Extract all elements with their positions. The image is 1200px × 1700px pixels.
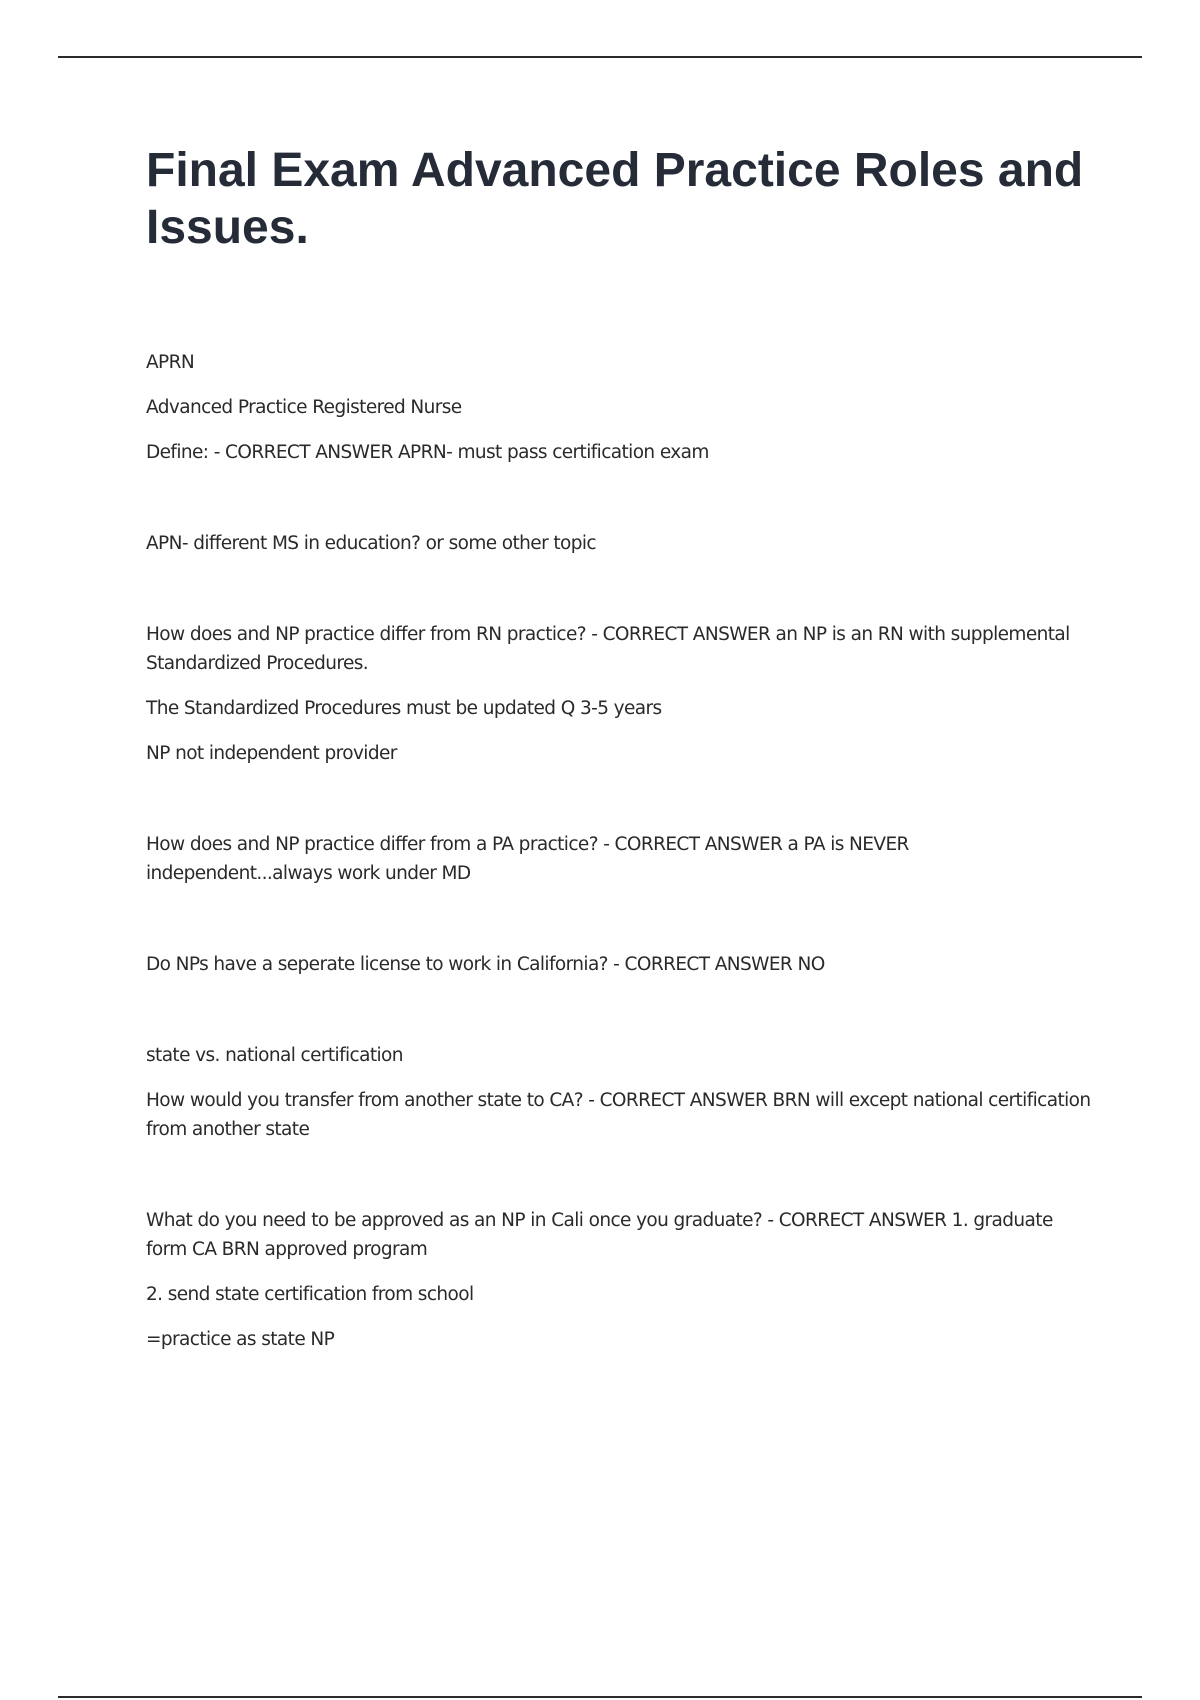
section-gap [146,995,1096,1041]
qa-line: How does and NP practice differ from a PA practice? - CORRECT ANSWER a PA is NEVER independent...always work under MD [146,834,909,884]
answer-line: 2. send state certification from school [146,1284,474,1305]
term-line: APRN [146,352,195,373]
qa-line: Define: - CORRECT ANSWER APRN- must pass certification exam [146,442,709,463]
term-line: APN- different MS in education? or some other topic [146,533,597,554]
qa-line: How would you transfer from another state to CA? - CORRECT ANSWER BRN will except national certification from another state [146,1090,1091,1140]
answer-line: The Standardized Procedures must be updated Q 3-5 years [146,698,662,719]
document-title: Final Exam Advanced Practice Roles and Issues. [146,144,1084,254]
document-body [146,348,1096,1370]
section-gap [146,1160,1096,1206]
qa-line: What do you need to be approved as an NP in Cali once you graduate? - CORRECT ANSWER 1. graduate form CA BRN approved program [146,1210,1053,1260]
qa-line: How does and NP practice differ from RN practice? - CORRECT ANSWER an NP is an RN with supplemental Standardized Procedures. [146,624,1070,674]
section-gap [146,574,1096,620]
term-line: state vs. national certification [146,1045,403,1066]
section-gap [146,904,1096,950]
answer-line: =practice as state NP [146,1329,335,1350]
section-gap [146,483,1096,529]
top-rule [58,56,1142,58]
term-line: Advanced Practice Registered Nurse [146,397,462,418]
section-gap [146,784,1096,830]
bottom-rule [58,1696,1142,1698]
answer-line: NP not independent provider [146,743,397,764]
qa-line: Do NPs have a seperate license to work in California? - CORRECT ANSWER NO [146,954,825,975]
